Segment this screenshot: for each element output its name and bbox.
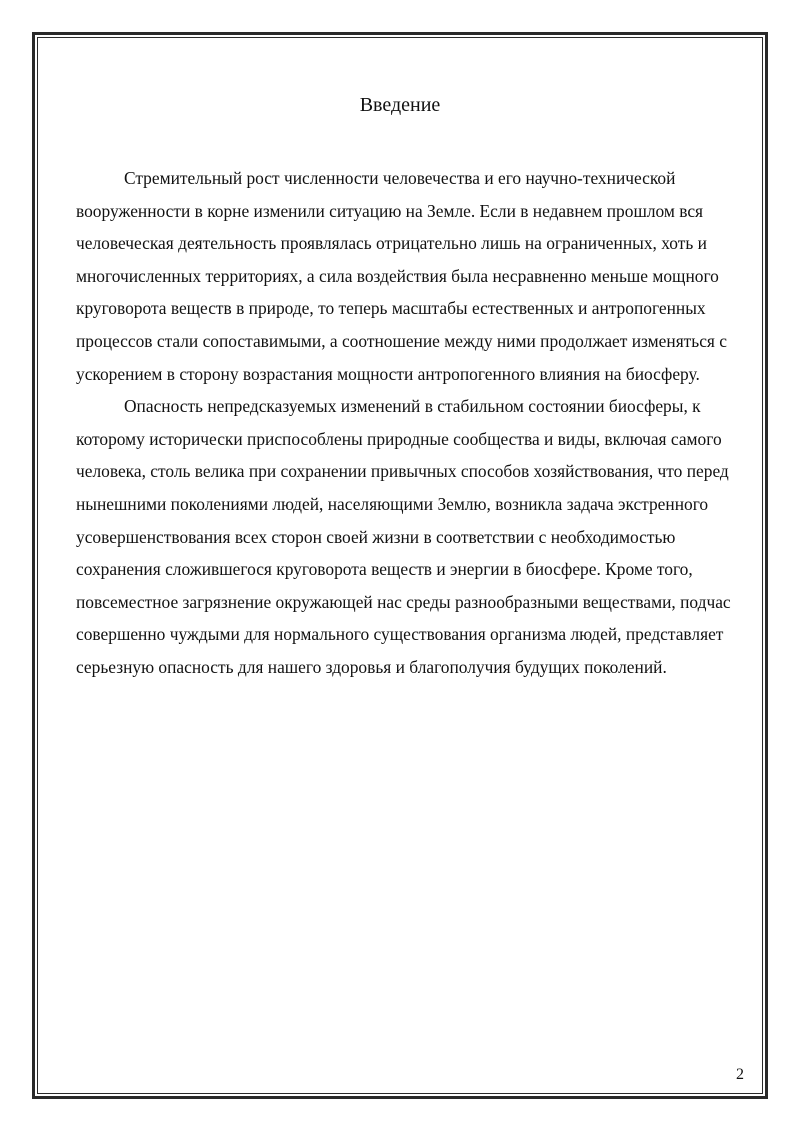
- section-title: Введение: [359, 94, 441, 116]
- body-text: [76, 162, 740, 684]
- paragraph-2: Опасность непредсказуемых изменений в стабильном состоянии биосферы, к которому исторически приспособлены природные сообщества и виды, включая самого человека, столь велика при сохранении привычных способов хозяйствования, что перед нынешними поколениями людей, населяющими Землю, возникла задача экстренного усовершенствования всех сторон своей жизни в соответствии с необходимостью сохранения сложившегося круговорота веществ и энергии в биосфере. Кроме того, повсеместное загрязнение окружающей нас среды разнообразными веществами, подчас совершенно чуждыми для нормального существования организма людей, представляет серьезную опасность для нашего здоровья и благополучия будущих поколений.: [76, 396, 731, 677]
- paragraph-1: Стремительный рост численности человечества и его научно-технической вооруженности в корне изменили ситуацию на Земле. Если в недавнем прошлом вся человеческая деятельность проявлялась отрицательно лишь на ограниченных, хоть и многочисленных территориях, а сила воздействия была несравненно меньше мощного круговорота веществ в природе, то теперь масштабы естественных и антропогенных процессов стали сопоставимыми, а соотношение между ними продолжает изменяться с ускорением в сторону возрастания мощности антропогенного влияния на биосферу.: [76, 168, 728, 384]
- page-number: 2: [736, 1066, 744, 1083]
